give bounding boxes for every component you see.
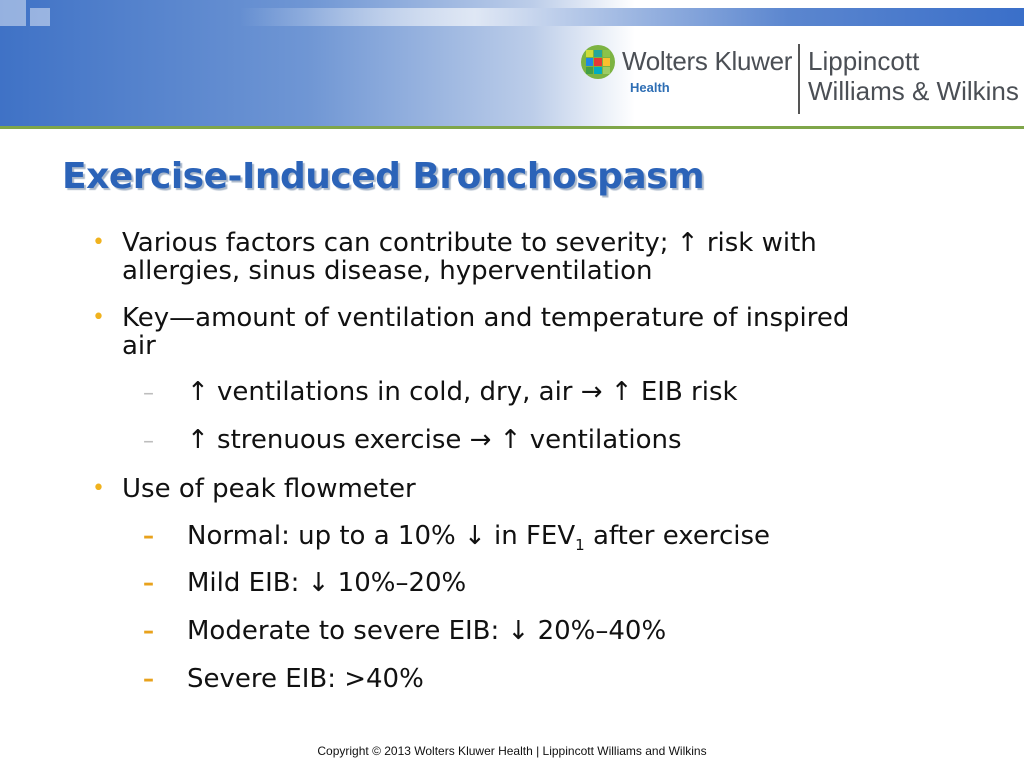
logo-publisher-line2: Williams & Wilkins [808, 76, 1019, 106]
sub-item-normal-pre: Normal: up to a 10% ↓ in FEV [187, 521, 576, 551]
sub-item-strenuous-exercise: ↑ strenuous exercise → ↑ ventilations [187, 425, 682, 455]
slide-title: Exercise-Induced Bronchospasm [62, 156, 705, 197]
sub-bullet-marker: – [143, 524, 154, 549]
bullet-1-line-2: allergies, sinus disease, hyperventilation [122, 256, 653, 286]
copyright-footer: Copyright © 2013 Wolters Kluwer Health | Lippincott Williams and Wilkins [317, 744, 707, 758]
bullet-marker: • [92, 305, 105, 330]
sub-item-severe: Severe EIB: >40% [187, 664, 424, 694]
sub-item-mild: Mild EIB: ↓ 10%–20% [187, 568, 467, 598]
sub-item-normal [187, 521, 771, 555]
bullet-marker: • [92, 476, 105, 501]
logo-publisher-line1: Lippincott [808, 46, 920, 76]
bullet-2-line-1: Key—amount of ventilation and temperature of inspired [122, 303, 850, 333]
bullet-2-line-2: air [122, 331, 156, 361]
bullet-1-line-1: Various factors can contribute to severity; ↑ risk with [122, 228, 817, 258]
sub-item-cold-dry-air: ↑ ventilations in cold, dry, air → ↑ EIB risk [187, 377, 738, 407]
sub-bullet-marker: – [143, 667, 154, 692]
logo-company-name: Wolters Kluwer [622, 46, 793, 76]
sub-bullet-marker: – [143, 429, 154, 454]
sub-bullet-marker: – [143, 381, 154, 406]
sub-bullet-marker: – [143, 619, 154, 644]
fev-subscript: 1 [575, 536, 585, 555]
logo-division: Health [630, 80, 670, 95]
bullet-marker: • [92, 230, 105, 255]
sub-bullet-marker: – [143, 571, 154, 596]
sub-item-moderate-severe: Moderate to severe EIB: ↓ 20%–40% [187, 616, 667, 646]
sub-item-normal-post: after exercise [584, 521, 771, 551]
bullet-3-line-1: Use of peak flowmeter [122, 474, 416, 504]
